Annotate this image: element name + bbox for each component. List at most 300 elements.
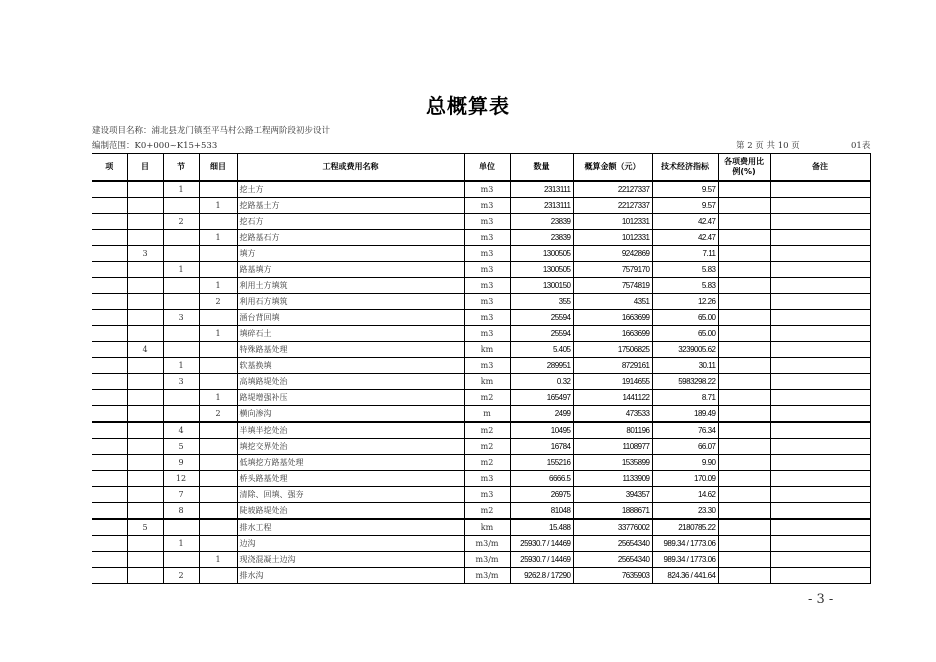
cell-ximu [199,471,237,487]
table-row [92,326,870,342]
cell-amount: 33776002 [573,519,652,536]
cell-unit: m3 [464,294,510,310]
cell-ximu [199,181,237,198]
cell-mu [127,230,163,246]
table-row [92,439,870,455]
cell-index: 65.00 [652,310,718,326]
column-header: 目 [127,154,163,182]
cell-qty: 2499 [510,406,573,423]
cell-jie: 1 [163,358,199,374]
cell-xiang [92,294,127,310]
cell-ratio [718,552,770,568]
cell-name: 挖土方 [237,181,464,198]
cell-unit: km [464,374,510,390]
cell-qty: 155216 [510,455,573,471]
cell-name: 挖路基石方 [237,230,464,246]
column-header: 备注 [770,154,870,182]
cell-name: 桥头路基处理 [237,471,464,487]
cell-qty: 5.405 [510,342,573,358]
cell-name: 边沟 [237,536,464,552]
cell-ratio [718,536,770,552]
cell-xiang [92,568,127,584]
cell-ratio [718,198,770,214]
cell-amount: 1663699 [573,310,652,326]
cell-mu [127,455,163,471]
cell-qty: 1300150 [510,278,573,294]
cell-qty: 9262.8 / 17290 [510,568,573,584]
cell-qty: 1300505 [510,262,573,278]
cell-ximu: 1 [199,198,237,214]
table-row [92,406,870,423]
cell-xiang [92,310,127,326]
cell-index: 5983298.22 [652,374,718,390]
cell-note [770,198,870,214]
cell-unit: m [464,406,510,423]
cell-index: 989.34 / 1773.06 [652,536,718,552]
cell-note [770,487,870,503]
cell-ratio [718,262,770,278]
cell-name: 现浇混凝土边沟 [237,552,464,568]
cell-note [770,422,870,439]
cell-name: 陡坡路堤处治 [237,503,464,520]
cell-unit: m3 [464,198,510,214]
cell-name: 路基填方 [237,262,464,278]
cell-ratio [718,246,770,262]
cell-ximu [199,422,237,439]
cell-note [770,455,870,471]
cell-index: 12.26 [652,294,718,310]
cell-xiang [92,390,127,406]
cell-xiang [92,278,127,294]
cell-qty: 2313111 [510,181,573,198]
cell-unit: m2 [464,439,510,455]
cell-ximu [199,214,237,230]
cell-ximu [199,568,237,584]
cell-ximu [199,358,237,374]
cell-amount: 1914655 [573,374,652,390]
cell-name: 排水工程 [237,519,464,536]
cell-note [770,310,870,326]
cell-ratio [718,358,770,374]
table-row [92,455,870,471]
cell-qty: 165497 [510,390,573,406]
cell-mu [127,390,163,406]
column-header: 工程或费用名称 [237,154,464,182]
cell-jie: 3 [163,374,199,390]
cell-amount: 25654340 [573,536,652,552]
cell-index: 14.62 [652,487,718,503]
cell-mu [127,181,163,198]
cell-ratio [718,310,770,326]
cell-mu: 3 [127,246,163,262]
table-row [92,471,870,487]
cell-ximu [199,487,237,503]
cell-ximu [199,310,237,326]
cell-index: 65.00 [652,326,718,342]
cell-qty: 6666.5 [510,471,573,487]
cell-jie: 8 [163,503,199,520]
table-row [92,294,870,310]
cell-ratio [718,503,770,520]
cell-note [770,246,870,262]
cell-index: 189.49 [652,406,718,423]
cell-mu [127,471,163,487]
cell-qty: 25594 [510,326,573,342]
table-row [92,374,870,390]
cell-index: 824.36 / 441.64 [652,568,718,584]
cell-xiang [92,342,127,358]
cell-qty: 23839 [510,214,573,230]
cell-unit: m2 [464,455,510,471]
cell-jie: 7 [163,487,199,503]
cell-ximu: 1 [199,326,237,342]
cell-amount: 1133909 [573,471,652,487]
cell-xiang [92,471,127,487]
cell-qty: 355 [510,294,573,310]
cell-ximu: 1 [199,390,237,406]
table-row [92,390,870,406]
cell-ximu [199,262,237,278]
cell-unit: m3 [464,181,510,198]
cell-unit: m3/m [464,552,510,568]
cell-note [770,374,870,390]
cell-mu [127,278,163,294]
cell-name: 挖路基土方 [237,198,464,214]
cell-index: 170.09 [652,471,718,487]
cell-ratio [718,406,770,423]
table-row [92,487,870,503]
cell-qty: 25594 [510,310,573,326]
cell-jie: 1 [163,181,199,198]
cell-name: 低填挖方路基处理 [237,455,464,471]
cell-xiang [92,422,127,439]
cell-index: 66.07 [652,439,718,455]
cell-index: 989.34 / 1773.06 [652,552,718,568]
cell-unit: km [464,519,510,536]
cell-ratio [718,214,770,230]
cell-unit: m2 [464,422,510,439]
cell-jie [163,230,199,246]
cell-xiang [92,519,127,536]
cell-ximu [199,439,237,455]
cell-xiang [92,487,127,503]
cell-xiang [92,246,127,262]
cell-unit: m2 [464,503,510,520]
cell-name: 横向渗沟 [237,406,464,423]
cell-qty: 25930.7 / 14469 [510,552,573,568]
cell-index: 9.90 [652,455,718,471]
cell-index: 23.30 [652,503,718,520]
cell-index: 8.71 [652,390,718,406]
cell-jie [163,342,199,358]
table-row [92,278,870,294]
cell-amount: 1535899 [573,455,652,471]
cell-unit: m3 [464,262,510,278]
cell-xiang [92,262,127,278]
cell-unit: m3 [464,358,510,374]
column-header: 技术经济指标 [652,154,718,182]
cell-mu [127,326,163,342]
cell-index: 9.57 [652,198,718,214]
cell-ximu [199,455,237,471]
cell-index: 76.34 [652,422,718,439]
cell-qty: 289951 [510,358,573,374]
cell-xiang [92,198,127,214]
cell-name: 填碎石土 [237,326,464,342]
cell-index: 5.83 [652,278,718,294]
cell-amount: 1663699 [573,326,652,342]
cell-qty: 16784 [510,439,573,455]
cell-ratio [718,342,770,358]
cell-name: 清除、回填、强夯 [237,487,464,503]
cell-note [770,439,870,455]
cell-xiang [92,230,127,246]
cell-mu [127,406,163,423]
cell-amount: 1012331 [573,214,652,230]
cell-index: 42.47 [652,230,718,246]
cell-jie: 4 [163,422,199,439]
cell-xiang [92,439,127,455]
table-row [92,246,870,262]
cell-jie: 3 [163,310,199,326]
cell-unit: m3 [464,471,510,487]
cell-mu [127,214,163,230]
cell-xiang [92,406,127,423]
table-row [92,519,870,536]
cell-ratio [718,294,770,310]
cell-jie [163,390,199,406]
table-row [92,214,870,230]
cell-ratio [718,278,770,294]
cell-note [770,358,870,374]
cell-ratio [718,181,770,198]
cell-amount: 8729161 [573,358,652,374]
cell-index: 2180785.22 [652,519,718,536]
cell-xiang [92,536,127,552]
cell-note [770,471,870,487]
cell-qty: 0.32 [510,374,573,390]
column-header: 数量 [510,154,573,182]
table-row [92,358,870,374]
cell-ratio [718,487,770,503]
cell-name: 挖石方 [237,214,464,230]
cell-ratio [718,439,770,455]
cell-jie [163,552,199,568]
column-header: 单位 [464,154,510,182]
cell-note [770,536,870,552]
cell-note [770,568,870,584]
cell-amount: 17506825 [573,342,652,358]
cell-xiang [92,326,127,342]
cell-mu [127,374,163,390]
project-name: 建设项目名称：浦北县龙门镇至平马村公路工程两阶段初步设计 [92,126,331,136]
cell-xiang [92,503,127,520]
cell-amount: 1888671 [573,503,652,520]
cell-unit: m3/m [464,568,510,584]
cell-amount: 1441122 [573,390,652,406]
cell-index: 5.83 [652,262,718,278]
cell-amount: 7579170 [573,262,652,278]
cell-qty: 81048 [510,503,573,520]
cell-jie: 1 [163,536,199,552]
cell-xiang [92,181,127,198]
cell-amount: 7574819 [573,278,652,294]
cell-mu [127,487,163,503]
cell-name: 特殊路基处理 [237,342,464,358]
cell-jie [163,406,199,423]
cell-jie [163,326,199,342]
cell-jie [163,246,199,262]
form-number: 01表 [851,141,871,151]
cell-unit: m3 [464,246,510,262]
cell-note [770,552,870,568]
cell-mu [127,198,163,214]
cell-ximu: 1 [199,230,237,246]
cell-ratio [718,422,770,439]
cell-unit: m3 [464,487,510,503]
cell-ratio [718,519,770,536]
cell-amount: 9242869 [573,246,652,262]
table-row [92,552,870,568]
cell-mu [127,552,163,568]
cell-qty: 23839 [510,230,573,246]
cell-name: 涵台背回填 [237,310,464,326]
cell-jie [163,519,199,536]
cell-note [770,406,870,423]
cell-note [770,214,870,230]
table-row [92,230,870,246]
cell-ximu: 2 [199,294,237,310]
cell-note [770,342,870,358]
cell-amount: 25654340 [573,552,652,568]
cell-unit: m2 [464,390,510,406]
column-header: 概算金额（元） [573,154,652,182]
column-header: 项 [92,154,127,182]
cell-unit: m3 [464,310,510,326]
cell-mu [127,439,163,455]
cell-ratio [718,568,770,584]
column-header: 节 [163,154,199,182]
cell-name: 路堤增强补压 [237,390,464,406]
cell-note [770,278,870,294]
table-row [92,536,870,552]
page-info: 第 2 页 共 10 页 [736,141,800,151]
cell-mu: 5 [127,519,163,536]
cell-unit: m3 [464,278,510,294]
cell-xiang [92,374,127,390]
table-row [92,262,870,278]
table-row [92,568,870,584]
cell-name: 高填路堤处治 [237,374,464,390]
cell-unit: m3 [464,214,510,230]
page-number: - 3 - [808,592,834,607]
cell-note [770,390,870,406]
cell-ximu [199,374,237,390]
cell-ximu: 2 [199,406,237,423]
cell-ximu [199,246,237,262]
cell-name: 软基换填 [237,358,464,374]
cell-unit: m3/m [464,536,510,552]
cell-jie: 2 [163,214,199,230]
cell-name: 半填半挖处治 [237,422,464,439]
cell-xiang [92,552,127,568]
cell-amount: 801196 [573,422,652,439]
cell-index: 3239005.62 [652,342,718,358]
cell-ratio [718,374,770,390]
cell-mu [127,310,163,326]
cell-name: 填方 [237,246,464,262]
cell-mu: 4 [127,342,163,358]
table-row [92,503,870,520]
cell-ratio [718,471,770,487]
cell-ximu [199,342,237,358]
cell-jie [163,278,199,294]
cell-amount: 473533 [573,406,652,423]
cell-ximu: 1 [199,552,237,568]
page-title: 总概算表 [426,94,510,118]
cell-qty: 25930.7 / 14469 [510,536,573,552]
cell-mu [127,358,163,374]
cell-jie: 12 [163,471,199,487]
cell-note [770,519,870,536]
cell-unit: km [464,342,510,358]
cell-mu [127,262,163,278]
cell-note [770,181,870,198]
column-header: 细目 [199,154,237,182]
table-row [92,342,870,358]
cell-name: 填挖交界处治 [237,439,464,455]
cell-jie: 1 [163,262,199,278]
cell-amount: 4351 [573,294,652,310]
cell-xiang [92,358,127,374]
cell-name: 利用土方填筑 [237,278,464,294]
cell-note [770,230,870,246]
cell-mu [127,422,163,439]
cell-note [770,294,870,310]
cell-jie: 2 [163,568,199,584]
cell-jie: 9 [163,455,199,471]
cell-mu [127,294,163,310]
cell-amount: 7635903 [573,568,652,584]
column-header: 各项费用比例(%) [718,154,770,182]
cell-index: 9.57 [652,181,718,198]
cell-unit: m3 [464,230,510,246]
table-row [92,181,870,198]
cell-amount: 1108977 [573,439,652,455]
cell-amount: 22127337 [573,198,652,214]
cell-qty: 1300505 [510,246,573,262]
cell-amount: 394357 [573,487,652,503]
cell-note [770,503,870,520]
cell-name: 利用石方填筑 [237,294,464,310]
cell-ratio [718,326,770,342]
cell-name: 排水沟 [237,568,464,584]
cell-ximu [199,536,237,552]
table-row [92,310,870,326]
cell-index: 7.11 [652,246,718,262]
cell-ximu: 1 [199,278,237,294]
cell-mu [127,536,163,552]
cell-jie [163,198,199,214]
cell-qty: 2313111 [510,198,573,214]
cell-xiang [92,214,127,230]
table-row [92,198,870,214]
cell-ratio [718,230,770,246]
cell-ratio [718,390,770,406]
cell-xiang [92,455,127,471]
table-row [92,422,870,439]
cell-ximu [199,519,237,536]
